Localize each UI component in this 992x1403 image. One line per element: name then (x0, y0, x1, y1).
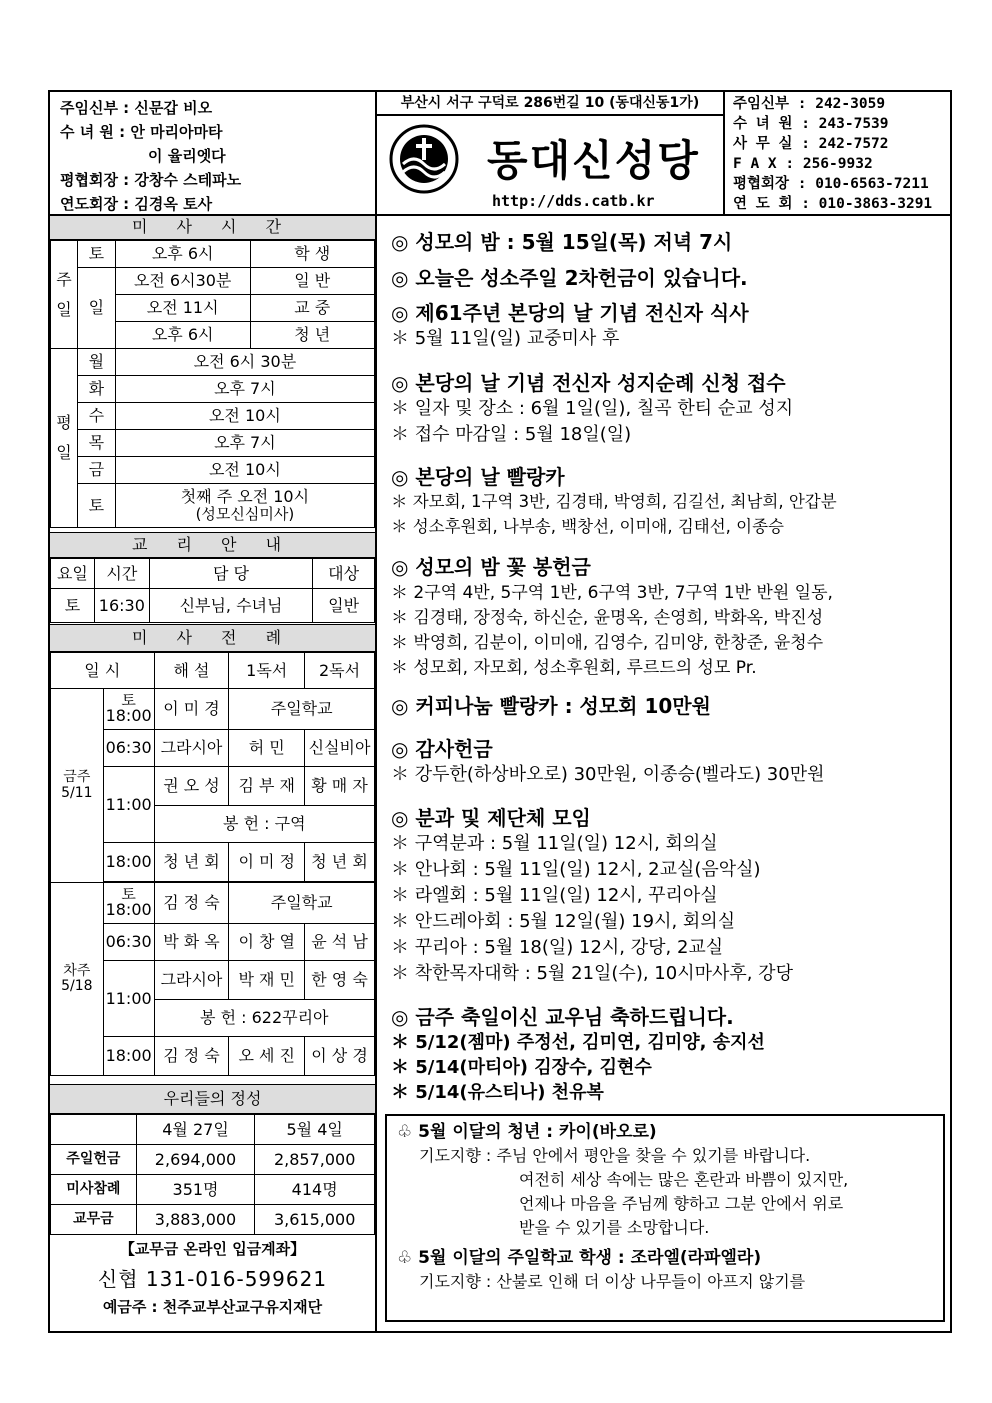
staff-convent-2: 이 율리엣다 (148, 147, 226, 165)
youth-line-2: 여전히 세상 속에는 많은 혼란과 바쁨이 있지만, (519, 1170, 849, 1189)
nw-sat-time (103, 883, 154, 924)
liturgy-table (50, 652, 375, 1076)
nw-1800-time: 18:00 (103, 1037, 154, 1076)
tw-0630-reading1: 허 민 (229, 730, 305, 767)
tw-0630-commentary: 그라시아 (154, 730, 229, 767)
lit-h-datetime: 일 시 (51, 653, 155, 689)
staff-convent: 수 녀 원 : 안 마리아마타 (60, 123, 223, 141)
mass-times-title: 미 사 시 간 (50, 216, 375, 240)
off-r2-v2: 414명 (255, 1175, 375, 1205)
contact-fax: F A X : 256-9932 (733, 156, 873, 172)
weekday-mon: 월 (77, 349, 115, 376)
church-name: 동대신성당 (487, 136, 700, 185)
staff-pastor: 주임신부 : 신문갑 비오 (60, 99, 213, 117)
offerings-table (50, 1114, 375, 1235)
tw-1100-reading2: 황 매 자 (305, 767, 375, 806)
sunday-label: 주일 (51, 241, 78, 349)
contact-council: 평협회장 : 010-6563-7211 (733, 176, 929, 192)
this-week-date: 5/11 (61, 784, 93, 801)
cat-staff: 신부님, 수녀님 (149, 589, 312, 623)
left-column (50, 216, 377, 1333)
notice-4: ◎ 본당의 날 기념 전신자 성지순례 신청 접수 (391, 371, 786, 395)
cat-h-time: 시간 (94, 559, 149, 589)
tw-1100-reading1: 김 부 재 (229, 767, 305, 806)
nw-0630-time: 06:30 (103, 924, 154, 961)
nw-1100-reading1: 박 재 민 (229, 961, 305, 1000)
nw-0630-reading2: 윤 석 남 (305, 924, 375, 961)
nw-0630-reading1: 이 창 열 (229, 924, 305, 961)
tw-sat-time (103, 689, 154, 730)
off-h-blank (51, 1115, 137, 1145)
youth-line-4: 받을 수 있기를 소망합니다. (519, 1218, 710, 1237)
notice-7: ◎ 커피나눔 빨랑카 : 성모회 10만원 (391, 694, 711, 718)
weekday-tue-time: 오후 7시 (115, 376, 374, 403)
off-r3-v1: 3,883,000 (136, 1205, 255, 1235)
tw-1100-time: 11:00 (103, 767, 154, 843)
weekday-fri-time: 오전 10시 (115, 457, 374, 484)
lit-h-reading1: 1독서 (229, 653, 305, 689)
notice-6-item-4: ＊ 성모회, 자모회, 성소후원회, 루르드의 성모 Pr. (391, 658, 757, 678)
notice-6: ◎ 성모의 밤 꽃 봉헌금 (391, 555, 591, 579)
notice-8: ◎ 감사헌금 (391, 737, 493, 761)
account-title: 【교무금 온라인 입금계좌】 (119, 1240, 306, 1258)
nw-0630-commentary: 박 화 옥 (154, 924, 229, 961)
sun-group-1: 일 반 (250, 268, 374, 295)
youth-title: ♧ 5월 이달의 청년 : 카이(바오로) (397, 1122, 657, 1142)
nw-1100-commentary: 그라시아 (154, 961, 229, 1000)
nw-sat-day: 토 (121, 885, 136, 904)
staff-council: 평협회장 : 강창수 스테파노 (60, 171, 242, 189)
notice-9-item-3: ＊ 라엘회 : 5월 11일(일) 12시, 꾸리아실 (391, 885, 718, 906)
account-holder: 예금주 : 천주교부산교구유지재단 (102, 1298, 323, 1316)
tw-1800-reading1: 이 미 정 (229, 843, 305, 882)
catechism-title: 교 리 안 내 (50, 532, 375, 558)
church-url[interactable]: http://dds.catb.kr (492, 192, 655, 210)
weekday-sat-time-main: 첫째 주 오전 10시 (180, 487, 310, 507)
tw-sat-readers: 주일학교 (229, 689, 375, 730)
weekday-label: 평일 (51, 349, 78, 528)
student-line: 기도지향 : 산불로 인해 더 이상 나무들이 아프지 않기를 (419, 1272, 806, 1291)
weekday-mon-time: 오전 6시 30분 (115, 349, 374, 376)
sat-time: 오후 6시 (115, 241, 250, 268)
youth-line-3: 언제나 마음을 주님께 향하고 그분 안에서 위로 (519, 1194, 844, 1213)
lit-h-commentary: 해 설 (154, 653, 229, 689)
nw-sat-readers: 주일학교 (229, 883, 375, 924)
monthly-box (385, 1114, 945, 1322)
sat-group: 학 생 (250, 241, 374, 268)
account-number: 신협 131-016-599621 (97, 1267, 328, 1291)
weekday-sat-time-note: (성모신심미사) (195, 505, 295, 524)
youth-line-1: 기도지향 : 주님 안에서 평안을 찾을 수 있기를 바랍니다. (419, 1146, 811, 1165)
notice-3: ◎ 제61주년 본당의 날 기념 전신자 식사 (391, 301, 749, 325)
next-week-label (51, 883, 104, 1076)
notice-8-item-1: ＊ 강두한(하상바오로) 30만원, 이종승(벨라도) 30만원 (391, 764, 825, 785)
notice-4-item-1: ＊ 일자 및 장소 : 6월 1일(일), 칠곡 한티 순교 성지 (391, 398, 794, 419)
nw-sat-hour: 18:00 (105, 900, 152, 920)
weekday-wed-time: 오전 10시 (115, 403, 374, 430)
bulletin-page (48, 90, 952, 1333)
liturgy-title: 미 사 전 례 (50, 624, 375, 652)
notice-9-item-4: ＊ 안드레아회 : 5월 12일(월) 19시, 회의실 (391, 911, 736, 932)
off-r2-label: 미사참례 (51, 1175, 137, 1205)
notice-6-item-3: ＊ 박영희, 김분이, 이미애, 김영수, 김미양, 한창준, 윤청수 (391, 633, 824, 653)
tw-1800-reading2: 청 년 회 (305, 843, 375, 882)
offerings-title: 우리들의 정성 (50, 1084, 375, 1114)
notice-10: ◎ 금주 축일이신 교우님 축하드립니다. (391, 1005, 734, 1029)
off-r2-v1: 351명 (136, 1175, 255, 1205)
notice-9-item-5: ＊ 꾸리아 : 5월 18(일) 12시, 강당, 2교실 (391, 937, 724, 958)
cat-day: 토 (51, 589, 95, 623)
nw-1100-reading2: 한 영 숙 (305, 961, 375, 1000)
staff-yeondo: 연도회장 : 김경옥 토사 (60, 195, 213, 213)
tw-0630-time: 06:30 (103, 730, 154, 767)
cat-h-target: 대상 (313, 559, 375, 589)
contact-list (725, 92, 950, 214)
contact-pastor: 주임신부 : 242-3059 (733, 96, 886, 112)
church-title-block (377, 92, 725, 214)
sun-time-3: 오후 6시 (115, 322, 250, 349)
sun-time-2: 오전 11시 (115, 295, 250, 322)
nw-offering: 봉 헌 : 622꾸리아 (154, 1000, 374, 1037)
sun-time-1: 오전 6시30분 (115, 268, 250, 295)
bulletin-header (50, 92, 950, 216)
notice-9-item-2: ＊ 안나회 : 5월 11일(일) 12시, 2교실(음악실) (391, 859, 761, 880)
catechism-table (50, 558, 375, 623)
off-r3-label: 교무금 (51, 1205, 137, 1235)
contact-office: 사 무 실 : 242-7572 (733, 136, 889, 152)
student-title: ♧ 5월 이달의 주일학교 학생 : 조라엘(라파엘라) (397, 1248, 762, 1268)
cat-h-day: 요일 (51, 559, 95, 589)
notice-2: ◎ 오늘은 성소주일 2차헌금이 있습니다. (391, 266, 748, 290)
nw-sat-commentary: 김 정 숙 (154, 883, 229, 924)
church-logo-icon (389, 124, 459, 194)
church-address: 부산시 서구 구덕로 286번길 10 (동대신동1가) (377, 92, 723, 116)
nw-1800-reading1: 오 세 진 (229, 1037, 305, 1076)
notice-9: ◎ 분과 및 제단체 모임 (391, 806, 591, 830)
this-week-label (51, 689, 104, 883)
nw-1100-time: 11:00 (103, 961, 154, 1037)
tw-sat-day: 토 (121, 691, 136, 710)
tw-sat-commentary: 이 미 경 (154, 689, 229, 730)
cat-h-staff: 담 당 (149, 559, 312, 589)
off-r1-label: 주일헌금 (51, 1145, 137, 1175)
notice-5-item-1: ＊ 자모회, 1구역 3반, 김경태, 박영희, 김길선, 최남희, 안갑분 (391, 492, 837, 511)
this-week-text: 금주 (63, 769, 91, 786)
weekday-sat-time (115, 484, 374, 528)
cat-target: 일반 (313, 589, 375, 623)
weekday-thu: 목 (77, 430, 115, 457)
off-r3-v2: 3,615,000 (255, 1205, 375, 1235)
tw-sat-hour: 18:00 (105, 706, 152, 726)
weekday-fri: 금 (77, 457, 115, 484)
notice-10-item-3: ＊ 5/14(유스티나) 천유복 (391, 1082, 604, 1103)
notice-5-item-2: ＊ 성소후원회, 나부송, 백창선, 이미애, 김태선, 이종승 (391, 517, 784, 536)
sun-day: 일 (77, 268, 115, 349)
notices-column (377, 216, 950, 1333)
mass-times-table (50, 240, 375, 528)
weekday-sat: 토 (77, 484, 115, 528)
tw-1800-commentary: 청 년 회 (154, 843, 229, 882)
off-h-date1: 4월 27일 (136, 1115, 255, 1145)
contact-convent: 수 녀 원 : 243-7539 (733, 116, 889, 132)
account-block (50, 1238, 375, 1317)
sun-group-3: 청 년 (250, 322, 374, 349)
lit-h-reading2: 2독서 (305, 653, 375, 689)
tw-0630-reading2: 신실비아 (305, 730, 375, 767)
contact-yeondo: 연 도 회 : 010-3863-3291 (733, 196, 933, 212)
notice-10-item-2: ＊ 5/14(마티아) 김장수, 김현수 (391, 1057, 652, 1078)
notice-9-item-1: ＊ 구역분과 : 5월 11일(일) 12시, 회의실 (391, 833, 718, 854)
off-h-date2: 5월 4일 (255, 1115, 375, 1145)
off-r1-v1: 2,694,000 (136, 1145, 255, 1175)
next-week-text: 차주 (63, 962, 91, 979)
nw-1800-commentary: 김 정 숙 (154, 1037, 229, 1076)
notice-4-item-2: ＊ 접수 마감일 : 5월 18일(일) (391, 424, 632, 445)
notice-6-item-1: ＊ 2구역 4반, 5구역 1반, 6구역 3반, 7구역 1반 반원 일동, (391, 583, 833, 603)
tw-offering: 봉 헌 : 구역 (154, 806, 374, 843)
notice-3-item-1: ＊ 5월 11일(일) 교중미사 후 (391, 328, 620, 349)
tw-1100-commentary: 권 오 성 (154, 767, 229, 806)
sun-group-2: 교 중 (250, 295, 374, 322)
staff-list (50, 92, 377, 214)
notice-6-item-2: ＊ 김경태, 장정숙, 하신순, 윤명옥, 손영희, 박화옥, 박진성 (391, 608, 824, 628)
notice-1: ◎ 성모의 밤 : 5월 15일(목) 저녁 7시 (391, 230, 733, 254)
notice-9-item-6: ＊ 착한목자대학 : 5월 21일(수), 10시마사후, 강당 (391, 963, 793, 984)
weekday-wed: 수 (77, 403, 115, 430)
off-r1-v2: 2,857,000 (255, 1145, 375, 1175)
cat-time: 16:30 (94, 589, 149, 623)
notice-5: ◎ 본당의 날 빨랑카 (391, 465, 565, 489)
weekday-tue: 화 (77, 376, 115, 403)
next-week-date: 5/18 (61, 978, 93, 994)
nw-1800-reading2: 이 상 경 (305, 1037, 375, 1076)
sat-day: 토 (77, 241, 115, 268)
weekday-thu-time: 오후 7시 (115, 430, 374, 457)
tw-1800-time: 18:00 (103, 843, 154, 882)
notice-10-item-1: ＊ 5/12(젬마) 주정선, 김미연, 김미양, 송지선 (391, 1032, 765, 1053)
